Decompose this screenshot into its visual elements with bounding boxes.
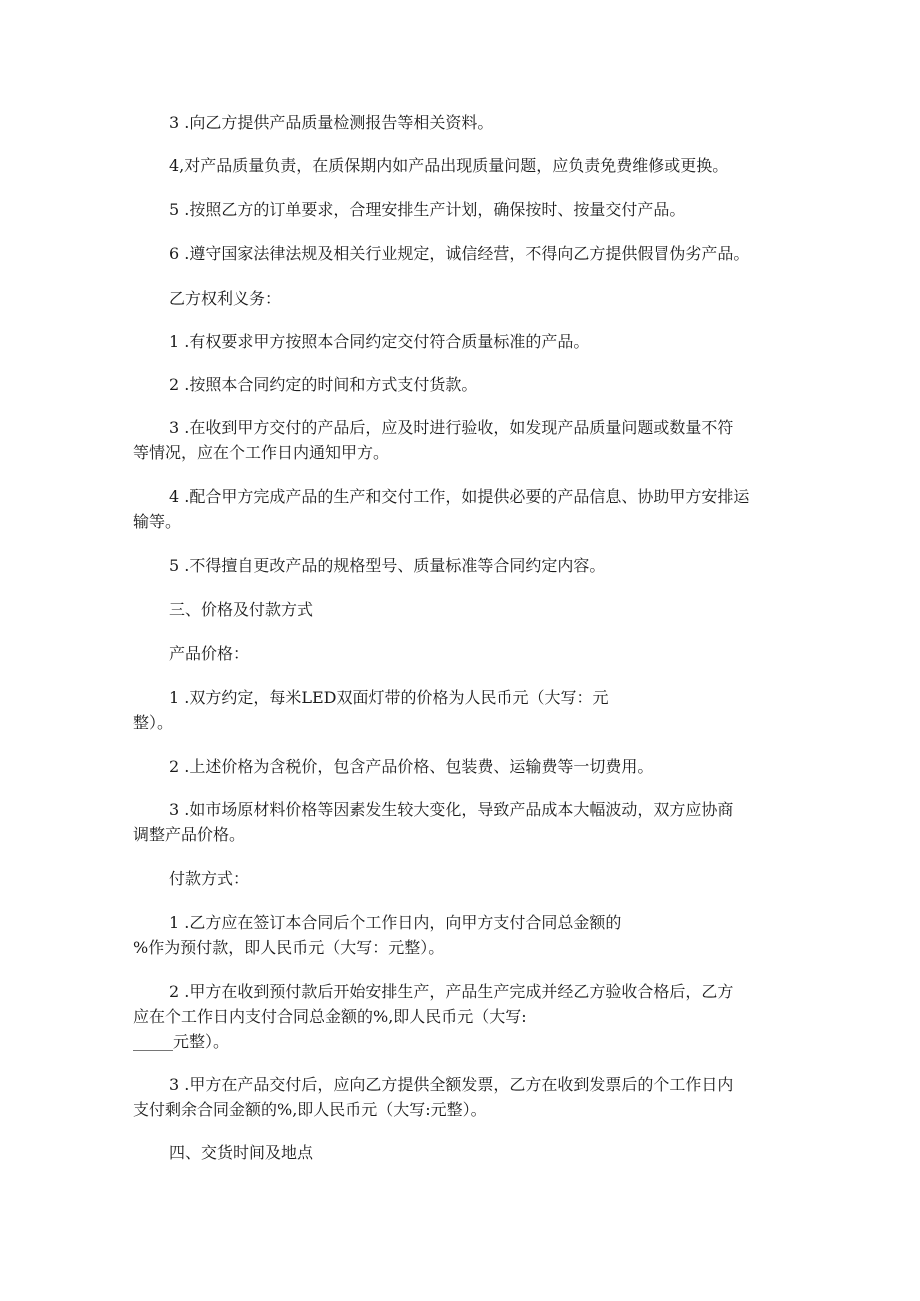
section-heading-delivery — [133, 1140, 793, 1165]
section-heading-price-payment — [133, 597, 793, 622]
paragraph-seller-duty-4 — [133, 153, 793, 178]
paragraph-line: 三、价格及付款方式 — [169, 600, 314, 619]
paragraph-seller-duty-5 — [133, 197, 793, 222]
subheading-product-price — [133, 641, 793, 666]
paragraph-line: 四、交货时间及地点 — [169, 1143, 314, 1162]
paragraph-line: 3 .如市场原材料价格等因素发生较大变化，导致产品成本大幅波动，双方应协商 — [169, 800, 734, 819]
paragraph-line: 2 .甲方在收到预付款后开始安排生产，产品生产完成并经乙方验收合格后，乙方 — [169, 982, 734, 1001]
paragraph-line: 2 .上述价格为含税价，包含产品价格、包装费、运输费等一切费用。 — [169, 757, 654, 776]
paragraph-line: 5 .按照乙方的订单要求，合理安排生产计划，确保按时、按量交付产品。 — [169, 200, 686, 219]
paragraph-line: 1 .双方约定，每米LED双面灯带的价格为人民币元（大写：元 — [169, 688, 609, 707]
paragraph-line: 支付剩余合同金额的%,即人民币元（大写:元整）。 — [133, 1100, 487, 1119]
paragraph-line: 调整产品价格。 — [133, 825, 246, 844]
paragraph-buyer-duty-4 — [133, 484, 793, 534]
paragraph-line: 3 .甲方在产品交付后，应向乙方提供全额发票，乙方在收到发票后的个工作日内 — [169, 1075, 734, 1094]
paragraph-line: 整）。 — [133, 713, 174, 732]
paragraph-line: 5 .不得擅自更改产品的规格型号、质量标准等合同约定内容。 — [169, 556, 606, 575]
paragraph-buyer-duty-2 — [133, 372, 793, 397]
paragraph-payment-2 — [133, 979, 793, 1054]
paragraph-line: 应在个工作日内支付合同总金额的%,即人民币元（大写: — [133, 1007, 527, 1026]
paragraph-line: 1 .乙方应在签订本合同后个工作日内，向甲方支付合同总金额的 — [169, 913, 622, 932]
paragraph-price-3 — [133, 797, 793, 847]
paragraph-line: 乙方权利义务： — [169, 289, 282, 308]
paragraph-line: _____元整）。 — [133, 1032, 230, 1051]
paragraph-line: 3 .在收到甲方交付的产品后，应及时进行验收，如发现产品质量问题或数量不符 — [169, 418, 734, 437]
paragraph-buyer-duty-1 — [133, 329, 793, 354]
paragraph-line: 产品价格： — [169, 644, 250, 663]
paragraph-payment-3 — [133, 1072, 793, 1122]
paragraph-line: %作为预付款，即人民币元（大写：元整）。 — [133, 938, 445, 957]
section-heading-buyer-rights — [133, 286, 793, 311]
paragraph-line: 6 .遵守国家法律法规及相关行业规定，诚信经营，不得向乙方提供假冒伪劣产品。 — [169, 244, 750, 263]
paragraph-line: 3 .向乙方提供产品质量检测报告等相关资料。 — [169, 113, 494, 132]
paragraph-line: 输等。 — [133, 512, 182, 531]
paragraph-line: 4 .配合甲方完成产品的生产和交付工作，如提供必要的产品信息、协助甲方安排运 — [169, 487, 750, 506]
paragraph-line: 4,对产品质量负责，在质保期内如产品出现质量问题，应负责免费维修或更换。 — [169, 156, 729, 175]
paragraph-seller-duty-6 — [133, 241, 793, 266]
paragraph-line: 1 .有权要求甲方按照本合同约定交付符合质量标准的产品。 — [169, 332, 590, 351]
paragraph-line: 等情况，应在个工作日内通知甲方。 — [133, 443, 390, 462]
paragraph-line: 2 .按照本合同约定的时间和方式支付货款。 — [169, 375, 478, 394]
paragraph-price-2 — [133, 754, 793, 779]
subheading-payment-method — [133, 866, 793, 891]
paragraph-line: 付款方式： — [169, 869, 250, 888]
paragraph-price-1 — [133, 685, 793, 735]
paragraph-buyer-duty-5 — [133, 553, 793, 578]
paragraph-buyer-duty-3 — [133, 415, 793, 465]
paragraph-seller-duty-3 — [133, 110, 793, 135]
paragraph-payment-1 — [133, 910, 793, 960]
